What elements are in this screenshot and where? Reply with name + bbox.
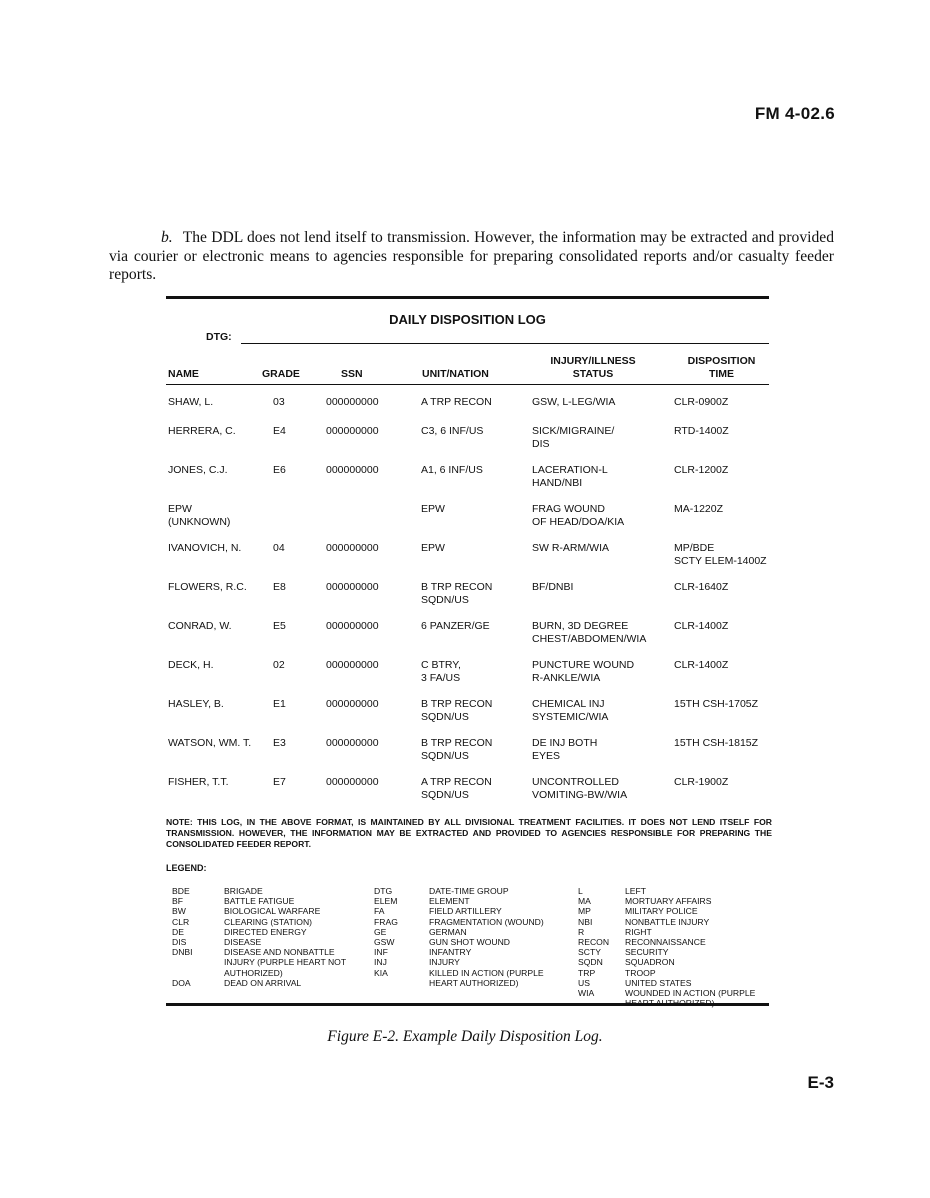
- legend-definition: FRAGMENTATION (WOUND): [429, 916, 544, 927]
- cell-disposition: RTD-1400Z: [674, 425, 729, 437]
- cell-injury: SICK/MIGRAINE/ DIS: [532, 425, 615, 450]
- cell-unit: EPW: [421, 503, 445, 515]
- legend-definition: MORTUARY AFFAIRS: [625, 896, 712, 907]
- legend-definition: ELEMENT: [429, 896, 470, 907]
- form-title: DAILY DISPOSITION LOG: [389, 312, 546, 327]
- legend-item: [172, 886, 357, 896]
- cell-disposition: CLR-1400Z: [674, 659, 729, 671]
- cell-grade: E6: [273, 464, 286, 476]
- cell-grade: E8: [273, 581, 286, 593]
- column-header-unit: UNIT/NATION: [422, 368, 489, 380]
- legend-abbreviation: TRP: [578, 967, 596, 978]
- cell-injury: GSW, L-LEG/WIA: [532, 396, 616, 408]
- legend-definition: SECURITY: [625, 947, 669, 958]
- legend-item: [172, 978, 357, 988]
- cell-disposition: MP/BDE SCTY ELEM-1400Z: [674, 542, 767, 567]
- dtg-underline: [241, 343, 769, 344]
- legend-definition: MILITARY POLICE: [625, 906, 698, 917]
- cell-name: FISHER, T.T.: [168, 776, 229, 788]
- legend-item: [172, 947, 357, 978]
- legend-definition: WOUNDED IN ACTION (PURPLE: [625, 988, 756, 999]
- legend-item: [172, 917, 357, 927]
- legend-definition: GUN SHOT WOUND: [429, 937, 511, 948]
- dtg-label: DTG:: [206, 331, 232, 343]
- cell-disposition: 15TH CSH-1815Z: [674, 737, 759, 749]
- legend-definition: CLEARING (STATION): [224, 916, 313, 927]
- document-id: FM 4-02.6: [754, 104, 835, 123]
- cell-unit: B TRP RECON SQDN/US: [421, 737, 493, 762]
- cell-unit: 6 PANZER/GE: [421, 620, 490, 632]
- legend-abbreviation: ELEM: [374, 896, 398, 907]
- figure-caption: Figure E-2. Example Daily Disposition Log.: [327, 1028, 603, 1045]
- legend-abbreviation: CLR: [172, 916, 190, 927]
- legend-abbreviation: FRAG: [374, 916, 398, 927]
- legend-definition: UNITED STATES: [625, 977, 692, 988]
- legend-abbreviation: DIS: [172, 937, 187, 948]
- cell-ssn: 000000000: [326, 542, 379, 554]
- legend-definition: GERMAN: [429, 926, 467, 937]
- legend-item: [578, 886, 773, 896]
- cell-unit: EPW: [421, 542, 445, 554]
- column-header-grade: GRADE: [262, 368, 300, 380]
- legend-abbreviation: RECON: [578, 937, 610, 948]
- legend-definition: DEAD ON ARRIVAL: [224, 977, 302, 988]
- legend-item: [374, 927, 564, 937]
- column-header-disposition-time: DISPOSITION TIME: [687, 355, 756, 380]
- cell-disposition: CLR-1200Z: [674, 464, 729, 476]
- cell-disposition: CLR-1640Z: [674, 581, 729, 593]
- legend-item: [374, 906, 564, 916]
- legend-definition: DATE-TIME GROUP: [429, 886, 509, 896]
- cell-name: SHAW, L.: [168, 396, 214, 408]
- legend-item: [374, 917, 564, 927]
- cell-unit: A TRP RECON SQDN/US: [421, 776, 492, 801]
- cell-name: CONRAD, W.: [168, 620, 232, 632]
- cell-grade: 03: [273, 396, 285, 408]
- legend-abbreviation: NBI: [578, 916, 593, 927]
- legend-item: [172, 927, 357, 937]
- cell-injury: LACERATION-L HAND/NBI: [532, 464, 608, 489]
- legend-definition: KILLED IN ACTION (PURPLE HEART AUTHORIZED): [429, 967, 544, 988]
- legend-item: [578, 937, 773, 947]
- legend-item: [578, 927, 773, 937]
- legend-column-1: [172, 886, 357, 988]
- cell-disposition: CLR-0900Z: [674, 396, 729, 408]
- cell-name: JONES, C.J.: [168, 464, 228, 476]
- cell-grade: E1: [273, 698, 286, 710]
- legend-column-3: [578, 886, 773, 1008]
- cell-unit: A TRP RECON: [421, 396, 492, 408]
- cell-injury: CHEMICAL INJ SYSTEMIC/WIA: [532, 698, 609, 723]
- legend-definition: RECONNAISSANCE: [625, 937, 706, 948]
- cell-ssn: 000000000: [326, 737, 379, 749]
- cell-unit: B TRP RECON SQDN/US: [421, 581, 493, 606]
- legend-definition: BATTLE FATIGUE: [224, 896, 295, 907]
- legend-abbreviation: DTG: [374, 886, 393, 896]
- log-note: NOTE: THIS LOG, IN THE ABOVE FORMAT, IS MAINTAINED BY ALL DIVISIONAL TREATMENT FACILITIES. IT DOES NOT LEND ITSELF FOR TRANSMISSION. HOWEVER, THE INFORMATION MAY BE EXTRACTED AND PROVIDED TO AGENCIES RESPONSIBLE FOR PREPARING THE CONSOLIDATED FEEDER REPORT.: [166, 817, 772, 849]
- legend-definition: LEFT: [625, 886, 647, 896]
- cell-disposition: MA-1220Z: [674, 503, 724, 515]
- legend-abbreviation: BW: [172, 906, 186, 917]
- cell-grade: 04: [273, 542, 285, 554]
- page-number: E-3: [807, 1073, 834, 1092]
- cell-name: HERRERA, C.: [168, 425, 236, 437]
- column-header-injury-status: INJURY/ILLNESS STATUS: [550, 355, 636, 380]
- cell-injury: UNCONTROLLED VOMITING-BW/WIA: [532, 776, 628, 801]
- legend-definition: BIOLOGICAL WARFARE: [224, 906, 321, 917]
- cell-injury: FRAG WOUND OF HEAD/DOA/KIA: [532, 503, 625, 528]
- legend-definition: DIRECTED ENERGY: [224, 926, 307, 937]
- paragraph-text: The DDL does not lend itself to transmission. However, the information may be extracted and provided via courier or electronic means to agencies responsible for preparing consolidated reports and/or casualty feeder reports.: [109, 229, 834, 283]
- column-header-ssn: SSN: [341, 368, 363, 380]
- legend-abbreviation: BDE: [172, 886, 190, 896]
- cell-grade: E7: [273, 776, 286, 788]
- cell-injury: BF/DNBI: [532, 581, 574, 593]
- legend-definition: FIELD ARTILLERY: [429, 906, 502, 917]
- cell-ssn: 000000000: [326, 620, 379, 632]
- legend-abbreviation: DOA: [172, 977, 191, 988]
- cell-name: EPW (UNKNOWN): [168, 503, 231, 528]
- legend-item: [374, 937, 564, 947]
- cell-injury: BURN, 3D DEGREE CHEST/ABDOMEN/WIA: [532, 620, 647, 645]
- legend-item: [578, 896, 773, 906]
- daily-disposition-log-figure: [166, 296, 772, 1006]
- cell-unit: C3, 6 INF/US: [421, 425, 484, 437]
- cell-ssn: 000000000: [326, 425, 379, 437]
- legend-abbreviation: INF: [374, 947, 388, 958]
- legend-item: [578, 957, 773, 967]
- legend-definition: BRIGADE: [224, 886, 263, 896]
- legend-abbreviation: DNBI: [172, 947, 193, 958]
- cell-name: HASLEY, B.: [168, 698, 224, 710]
- legend-definition: INJURY: [429, 957, 460, 968]
- legend-item: [578, 947, 773, 957]
- cell-unit: C BTRY, 3 FA/US: [421, 659, 461, 684]
- bottom-rule: [166, 1003, 769, 1006]
- cell-disposition: CLR-1400Z: [674, 620, 729, 632]
- legend-item: [172, 906, 357, 916]
- legend-abbreviation: US: [578, 977, 590, 988]
- legend-item: [578, 968, 773, 978]
- legend-item: [172, 937, 357, 947]
- cell-name: IVANOVICH, N.: [168, 542, 242, 554]
- legend-abbreviation: FA: [374, 906, 385, 917]
- legend-abbreviation: MA: [578, 896, 591, 907]
- legend-item: [374, 896, 564, 906]
- legend-abbreviation: KIA: [374, 967, 388, 978]
- column-header-name: NAME: [168, 368, 199, 380]
- body-paragraph: [109, 229, 834, 285]
- cell-ssn: 000000000: [326, 464, 379, 476]
- legend-item: [374, 947, 564, 957]
- cell-ssn: 000000000: [326, 396, 379, 408]
- legend-item: [374, 968, 564, 988]
- cell-ssn: 000000000: [326, 698, 379, 710]
- legend-item: [374, 886, 564, 896]
- cell-name: WATSON, WM. T.: [168, 737, 252, 749]
- legend-definition: INFANTRY: [429, 947, 472, 958]
- cell-ssn: 000000000: [326, 581, 379, 593]
- cell-grade: E4: [273, 425, 286, 437]
- legend-abbreviation: MP: [578, 906, 591, 917]
- legend-definition: DISEASE: [224, 937, 262, 948]
- top-rule: [166, 296, 769, 299]
- legend-abbreviation: GE: [374, 926, 387, 937]
- legend-item: [374, 957, 564, 967]
- legend-item: [578, 906, 773, 916]
- legend-definition: DISEASE AND NONBATTLE INJURY (PURPLE HEART NOT AUTHORIZED): [224, 947, 347, 978]
- legend-abbreviation: R: [578, 926, 585, 937]
- cell-ssn: 000000000: [326, 776, 379, 788]
- cell-grade: 02: [273, 659, 285, 671]
- cell-disposition: CLR-1900Z: [674, 776, 729, 788]
- legend-abbreviation: SCTY: [578, 947, 601, 958]
- header-rule: [166, 384, 769, 385]
- cell-grade: E5: [273, 620, 286, 632]
- legend-abbreviation: WIA: [578, 988, 595, 999]
- cell-name: DECK, H.: [168, 659, 214, 671]
- legend-definition: RIGHT: [625, 926, 652, 937]
- cell-name: FLOWERS, R.C.: [168, 581, 247, 593]
- legend-item: [172, 896, 357, 906]
- legend-title: LEGEND:: [166, 863, 207, 873]
- cell-injury: PUNCTURE WOUND R-ANKLE/WIA: [532, 659, 635, 684]
- legend-definition: TROOP: [625, 967, 656, 978]
- legend-definition: NONBATTLE INJURY: [625, 916, 710, 927]
- legend-abbreviation: DE: [172, 926, 184, 937]
- cell-injury: DE INJ BOTH EYES: [532, 737, 598, 762]
- legend-item: [578, 978, 773, 988]
- legend-abbreviation: INJ: [374, 957, 387, 968]
- legend-abbreviation: GSW: [374, 937, 395, 948]
- cell-unit: B TRP RECON SQDN/US: [421, 698, 493, 723]
- legend-abbreviation: BF: [172, 896, 183, 907]
- legend-abbreviation: SQDN: [578, 957, 603, 968]
- cell-disposition: 15TH CSH-1705Z: [674, 698, 759, 710]
- legend-item: [578, 917, 773, 927]
- cell-injury: SW R-ARM/WIA: [532, 542, 609, 554]
- cell-unit: A1, 6 INF/US: [421, 464, 483, 476]
- cell-grade: E3: [273, 737, 286, 749]
- cell-ssn: 000000000: [326, 659, 379, 671]
- legend-abbreviation: L: [578, 886, 583, 896]
- legend-column-2: [374, 886, 564, 988]
- paragraph-label: b.: [161, 229, 173, 246]
- legend-definition: SQUADRON: [625, 957, 675, 968]
